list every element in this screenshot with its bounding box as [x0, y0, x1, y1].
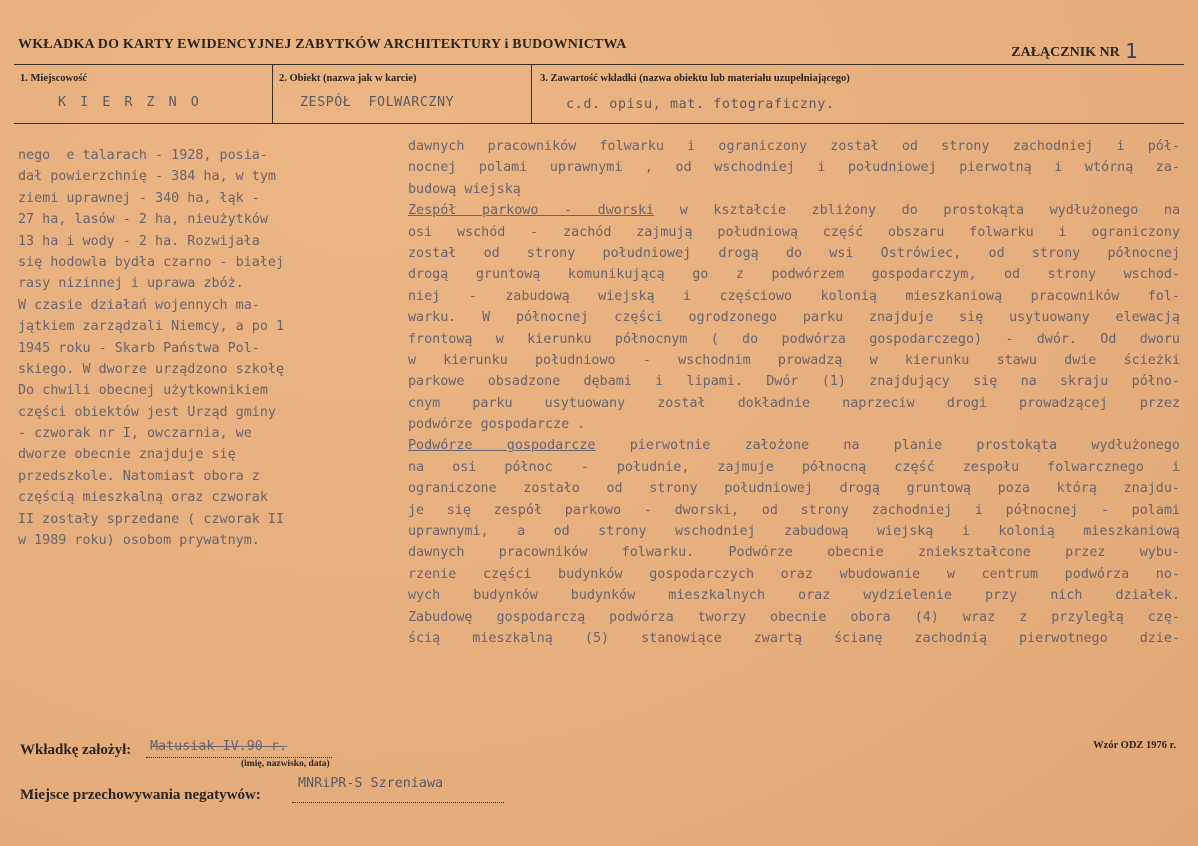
- text-line: dawnych pracowników folwarku. Podwórze obecnie zniekształcone przez wybu-: [408, 545, 1180, 561]
- text-line: wych budynków budynków mieszkalnych oraz wydzielenie przy nich działek.: [408, 588, 1180, 604]
- object-label: 2. Obiekt (nazwa jak w karcie): [279, 73, 417, 84]
- text-line: w 1989 roku) osobom prywatnym.: [18, 533, 260, 549]
- text-line: skiego. W dworze urządzono szkołę: [18, 361, 285, 377]
- text-line: 27 ha, lasów - 2 ha, nieużytków: [18, 212, 268, 228]
- text-line: nocnej polami uprawnymi , od wschodniej i południowej pierwotną i wtórną za-: [408, 160, 1180, 176]
- text-line: jątkiem zarządzali Niemcy, a po 1: [18, 319, 285, 335]
- text-line: Zabudowę gospodarczą podwórza tworzy obecnie obora (4) wraz z przyległą czę-: [408, 609, 1180, 625]
- text-line: 1945 roku - Skarb Państwa Pol-: [18, 340, 260, 356]
- field-separator-2: [531, 64, 532, 123]
- text-line: Do chwili obecnej użytkownikiem: [18, 383, 268, 399]
- text-line: je się zespół parkowo - dworski, od strony zachodniej i północnej - polami: [408, 502, 1180, 518]
- text-line: został od strony południowej drogą do wsi Ostrówiec, od strony północnej: [408, 245, 1180, 261]
- fields-divider: [14, 123, 1184, 124]
- object-value: ZESPÓŁ FOLWARCZNY: [300, 95, 455, 110]
- text-line: ograniczone zostało od strony południowej drogą gruntową poza którą znajdu-: [408, 481, 1180, 497]
- park-section-line: [408, 200, 1180, 221]
- text-line: przedszkole. Natomiast obora z: [18, 468, 260, 484]
- text-line: ziemi uprawnej - 340 ha, łąk -: [18, 190, 260, 206]
- text-line: na osi północ - południe, zajmuje północną część zespołu folwarcznego i: [408, 459, 1180, 475]
- annex-label-text: ZAŁĄCZNIK NR: [1011, 45, 1120, 60]
- text-line: podwórze gospodarcze .: [408, 417, 586, 433]
- text-line: - czworak nr I, owczarnia, we: [18, 426, 252, 442]
- text-line: cnym parku usytuowany został dokładnie naprzeciw drogi prowadzącej przez: [408, 395, 1180, 411]
- author-sublabel: (imię, nazwisko, data): [241, 759, 330, 769]
- storage-dotted-line: [292, 802, 504, 803]
- author-dotted-line: [146, 757, 332, 758]
- form-code: Wzór ODZ 1976 r.: [1093, 740, 1176, 751]
- text-line: się hodowla bydła czarno - białej: [18, 254, 285, 270]
- text-line: rasy nizinnej i uprawa zbóż.: [18, 276, 244, 292]
- locality-label: 1. Miejscowość: [20, 73, 88, 84]
- form-title: WKŁADKA DO KARTY EWIDENCYJNEJ ZABYTKÓW ARCHITEKTURY i BUDOWNICTWA: [18, 37, 627, 52]
- header-divider: [14, 64, 1184, 65]
- text-line: budową wiejską: [408, 181, 521, 197]
- text-line: nego e talarach - 1928, posia-: [18, 148, 268, 163]
- text-line: dał powierzchnię - 384 ha, w tym: [18, 169, 276, 185]
- contents-value: c.d. opisu, mat. fotograficzny.: [566, 97, 835, 112]
- text-line: rzenie części budynków gospodarczych oraz wbudowanie w centrum podwórza no-: [408, 566, 1180, 582]
- field-separator-1: [272, 64, 273, 123]
- text-line: warku. W północnej części ogrodzonego parku znajduje się usytuowany elewacją: [408, 310, 1180, 326]
- storage-value: MNRiPR-S Szreniawa: [298, 776, 444, 791]
- locality-value: K I E R Z N O: [58, 95, 202, 110]
- annex-label: [1011, 37, 1138, 61]
- text-line: osi wschód - zachód zajmują południową część obszaru folwarku i ograniczony: [408, 224, 1180, 240]
- text-line: częścią mieszkalną oraz czworak: [18, 490, 268, 506]
- text-line: w kierunku południowo - wschodnim prowadzą w kierunku stawu dwie ścieżki: [408, 352, 1180, 368]
- right-description-column: [408, 136, 1180, 649]
- text-line: dworze obecnie znajduje się: [18, 447, 236, 463]
- storage-label: Miejsce przechowywania negatywów:: [20, 787, 261, 803]
- yard-section-line: [408, 435, 1180, 456]
- text-line: dawnych pracowników folwarku i ograniczony został od strony zachodniej i pół-: [408, 139, 1180, 154]
- yard-section-heading: Podwórze gospodarcze: [408, 438, 596, 454]
- text-line: drogą gruntową komunikującą go z podwórzem gospodarczym, od strony wschod-: [408, 267, 1180, 283]
- text-line: części obiektów jest Urząd gminy: [18, 404, 276, 420]
- text-fragment: w kształcie zbliżony do prostokąta wydłużonego na: [654, 203, 1181, 219]
- text-line: W czasie działań wojennych ma-: [18, 297, 260, 313]
- contents-label: 3. Zawartość wkładki (nazwa obiektu lub materiału uzupełniającego): [540, 73, 850, 84]
- text-line: frontową w kierunku północnym ( do podwórza gospodarczego) - dwór. Od dworu: [408, 331, 1180, 347]
- text-line: 13 ha i wody - 2 ha. Rozwijała: [18, 233, 260, 249]
- text-line: niej - zabudową wiejską i częściowo kolonią mieszkaniową pracowników fol-: [408, 288, 1180, 304]
- text-line: II zostały sprzedane ( czworak II: [18, 511, 285, 527]
- annex-number: 1: [1125, 39, 1138, 63]
- text-line: ścią mieszkalną (5) stanowiące zwartą ścianę zachodnią pierwotnego dzie-: [408, 630, 1180, 646]
- text-line: parkowe obsadzone dębami i lipami. Dwór (1) znajdujący się na skraju półno-: [408, 374, 1180, 390]
- author-value: Matusiak IV.90 r.: [150, 739, 288, 754]
- left-description-column: [18, 145, 363, 551]
- park-section-heading: Zespół parkowo - dworski: [408, 203, 655, 219]
- text-fragment: pierwotnie założone na planie prostokąta wydłużonego: [595, 438, 1180, 454]
- text-line: uprawnymi, a od strony wschodniej zabudową wiejską i kolonią mieszkaniową: [408, 524, 1180, 540]
- author-label: Wkładkę założył:: [20, 742, 132, 758]
